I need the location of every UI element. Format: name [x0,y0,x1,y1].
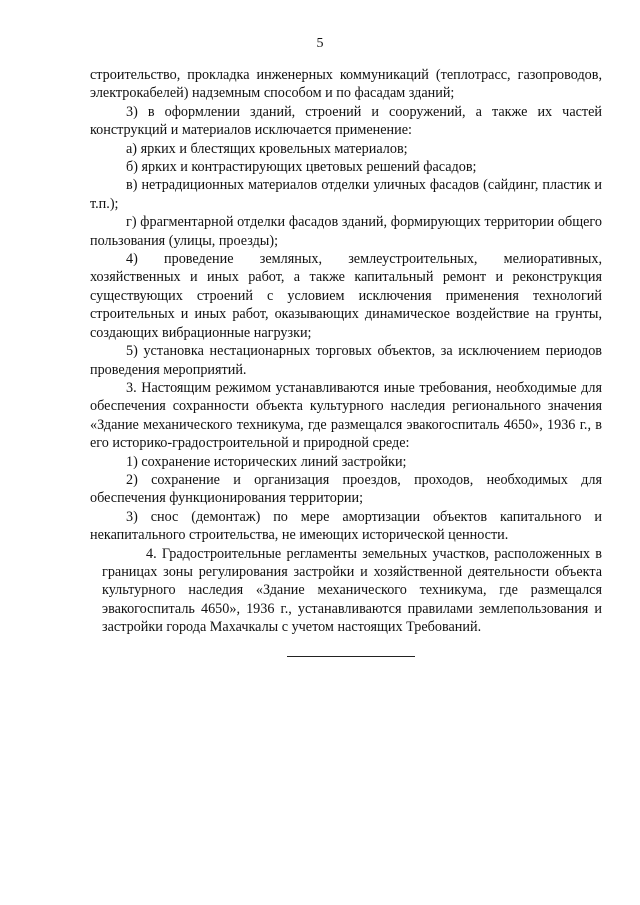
paragraph: строительство, прокладка инженерных коммуникаций (теплотрасс, газопроводов, электрокабелей) надземным способом и по фасадам зданий; [90,67,602,102]
list-item: 2) сохранение и организация проездов, проходов, необходимых для обеспечения функционирования территории; [90,471,602,507]
list-item: а) ярких и блестящих кровельных материалов; [126,140,408,157]
paragraph: 3) в оформлении зданий, строений и сооружений, а также их частей конструкций и материалов исключается применение: [90,103,602,139]
document-body [90,66,602,637]
page-number: 5 [316,36,324,51]
list-item: в) нетрадиционных материалов отделки уличных фасадов (сайдинг, пластик и т.п.); [90,177,602,212]
list-item: г) фрагментарной отделки фасадов зданий, формирующих территории общего пользования (улицы, проезды); [90,214,602,249]
paragraph: 4. Градостроительные регламенты земельных участков, расположенных в границах зоны регулирования застройки и хозяйственной деятельности объекта культурного наследия «Здание механического техникума, где размещался эвакогоспиталь 4650», 1936 г., устанавливаются правилами землепользования и застройки города Махачкалы с учетом настоящих Требований. [102,545,602,636]
list-item: б) ярких и контрастирующих цветовых решений фасадов; [126,159,477,176]
list-item: 1) сохранение исторических линий застройки; [126,453,407,470]
list-item: 5) установка нестационарных торговых объектов, за исключением периодов проведения мероприятий. [90,343,602,378]
paragraph: 3. Настоящим режимом устанавливаются иные требования, необходимые для обеспечения сохранности объекта культурного наследия регионального значения «Здание механического техникума, где размещался эвакогоспиталь 4650», 1936 г., в его историко-градостроительной и природной среде: [90,379,602,452]
list-item: 4) проведение земляных, землеустроительных, мелиоративных, хозяйственных и иных работ, а также капитальный ремонт и реконструкция существующих строений с условием исключения применения технологий строительных и иных работ, оказывающих динамическое воздействие на грунты, создающих вибрационные нагрузки; [90,251,602,341]
separator-line [287,656,415,657]
list-item: 3) снос (демонтаж) по мере амортизации объектов капитального и некапитального строительства, не имеющих исторической ценности. [90,508,602,544]
